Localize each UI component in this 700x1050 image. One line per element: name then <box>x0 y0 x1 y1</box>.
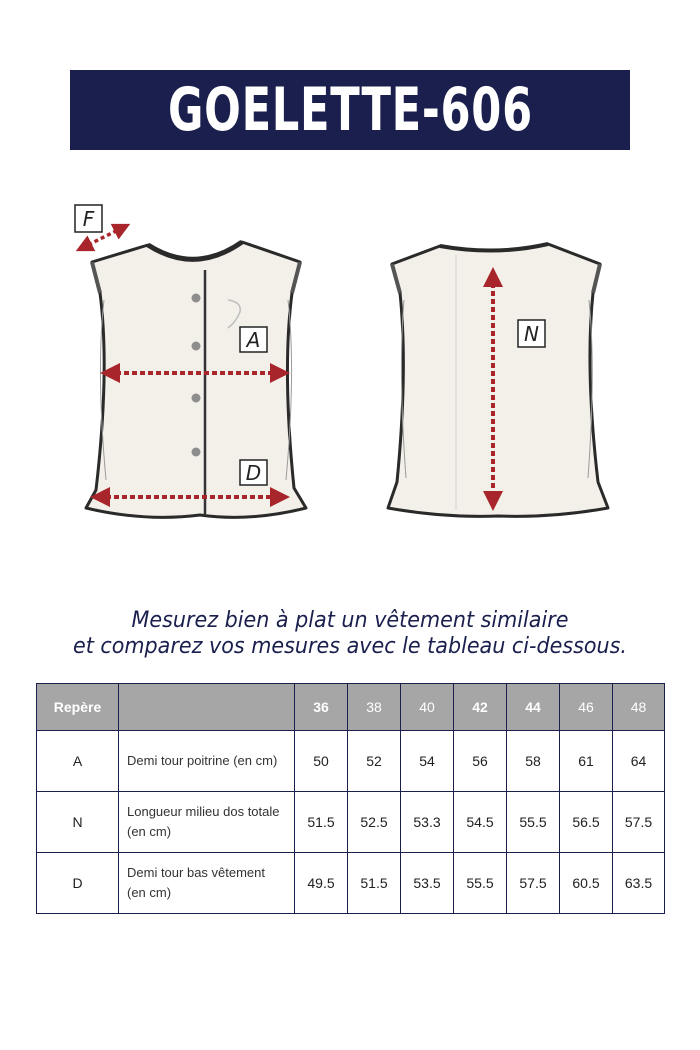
header-repere: Repère <box>37 684 119 731</box>
cell-value: 60.5 <box>560 853 613 914</box>
page-title: GOELETTE-606 <box>167 75 533 145</box>
instructions-line-1: Mesurez bien à plat un vêtement similaire <box>131 608 569 633</box>
cell-value: 49.5 <box>295 853 348 914</box>
cell-value: 63.5 <box>613 853 665 914</box>
vest-back-outline <box>388 244 608 516</box>
marker-d: D <box>245 461 262 485</box>
cell-value: 52 <box>348 731 401 792</box>
marker-box-a <box>240 327 267 352</box>
row-description: Demi tour bas vêtement (en cm) <box>119 853 295 914</box>
marker-box-n <box>518 320 545 347</box>
cell-value: 55.5 <box>507 792 560 853</box>
header-size-38: 38 <box>348 684 401 731</box>
vest-back-view <box>388 244 608 516</box>
marker-n: N <box>524 322 539 346</box>
table-row <box>37 792 665 853</box>
table-row <box>37 853 665 914</box>
row-ref: A <box>37 731 119 792</box>
cell-value: 64 <box>613 731 665 792</box>
header-size-36: 36 <box>295 684 348 731</box>
title-banner <box>70 70 630 150</box>
cell-value: 51.5 <box>348 853 401 914</box>
table-header-row <box>37 684 665 731</box>
cell-value: 51.5 <box>295 792 348 853</box>
header-size-44: 44 <box>507 684 560 731</box>
marker-box-f <box>75 205 102 232</box>
cell-value: 57.5 <box>613 792 665 853</box>
row-ref: D <box>37 853 119 914</box>
cell-value: 52.5 <box>348 792 401 853</box>
cell-value: 54.5 <box>454 792 507 853</box>
vest-drawings <box>0 190 700 540</box>
table-row <box>37 731 665 792</box>
cell-value: 54 <box>401 731 454 792</box>
cell-value: 56.5 <box>560 792 613 853</box>
row-ref: N <box>37 792 119 853</box>
row-description: Demi tour poitrine (en cm) <box>119 731 295 792</box>
cell-value: 57.5 <box>507 853 560 914</box>
size-table <box>36 683 665 914</box>
instructions-line-2: et comparez vos mesures avec le tableau ci-dessous. <box>72 634 628 659</box>
vest-front-view <box>75 205 306 517</box>
row-description: Longueur milieu dos totale (en cm) <box>119 792 295 853</box>
marker-a: A <box>246 328 261 352</box>
vest-front-outline <box>86 242 306 517</box>
cell-value: 56 <box>454 731 507 792</box>
cell-value: 50 <box>295 731 348 792</box>
header-size-46: 46 <box>560 684 613 731</box>
cell-value: 53.5 <box>401 853 454 914</box>
cell-value: 61 <box>560 731 613 792</box>
instructions <box>0 608 700 660</box>
header-description <box>119 684 295 731</box>
marker-f: F <box>82 207 95 231</box>
cell-value: 53.3 <box>401 792 454 853</box>
header-size-42: 42 <box>454 684 507 731</box>
cell-value: 58 <box>507 731 560 792</box>
cell-value: 55.5 <box>454 853 507 914</box>
header-size-48: 48 <box>613 684 665 731</box>
header-size-40: 40 <box>401 684 454 731</box>
marker-box-d <box>240 460 267 485</box>
